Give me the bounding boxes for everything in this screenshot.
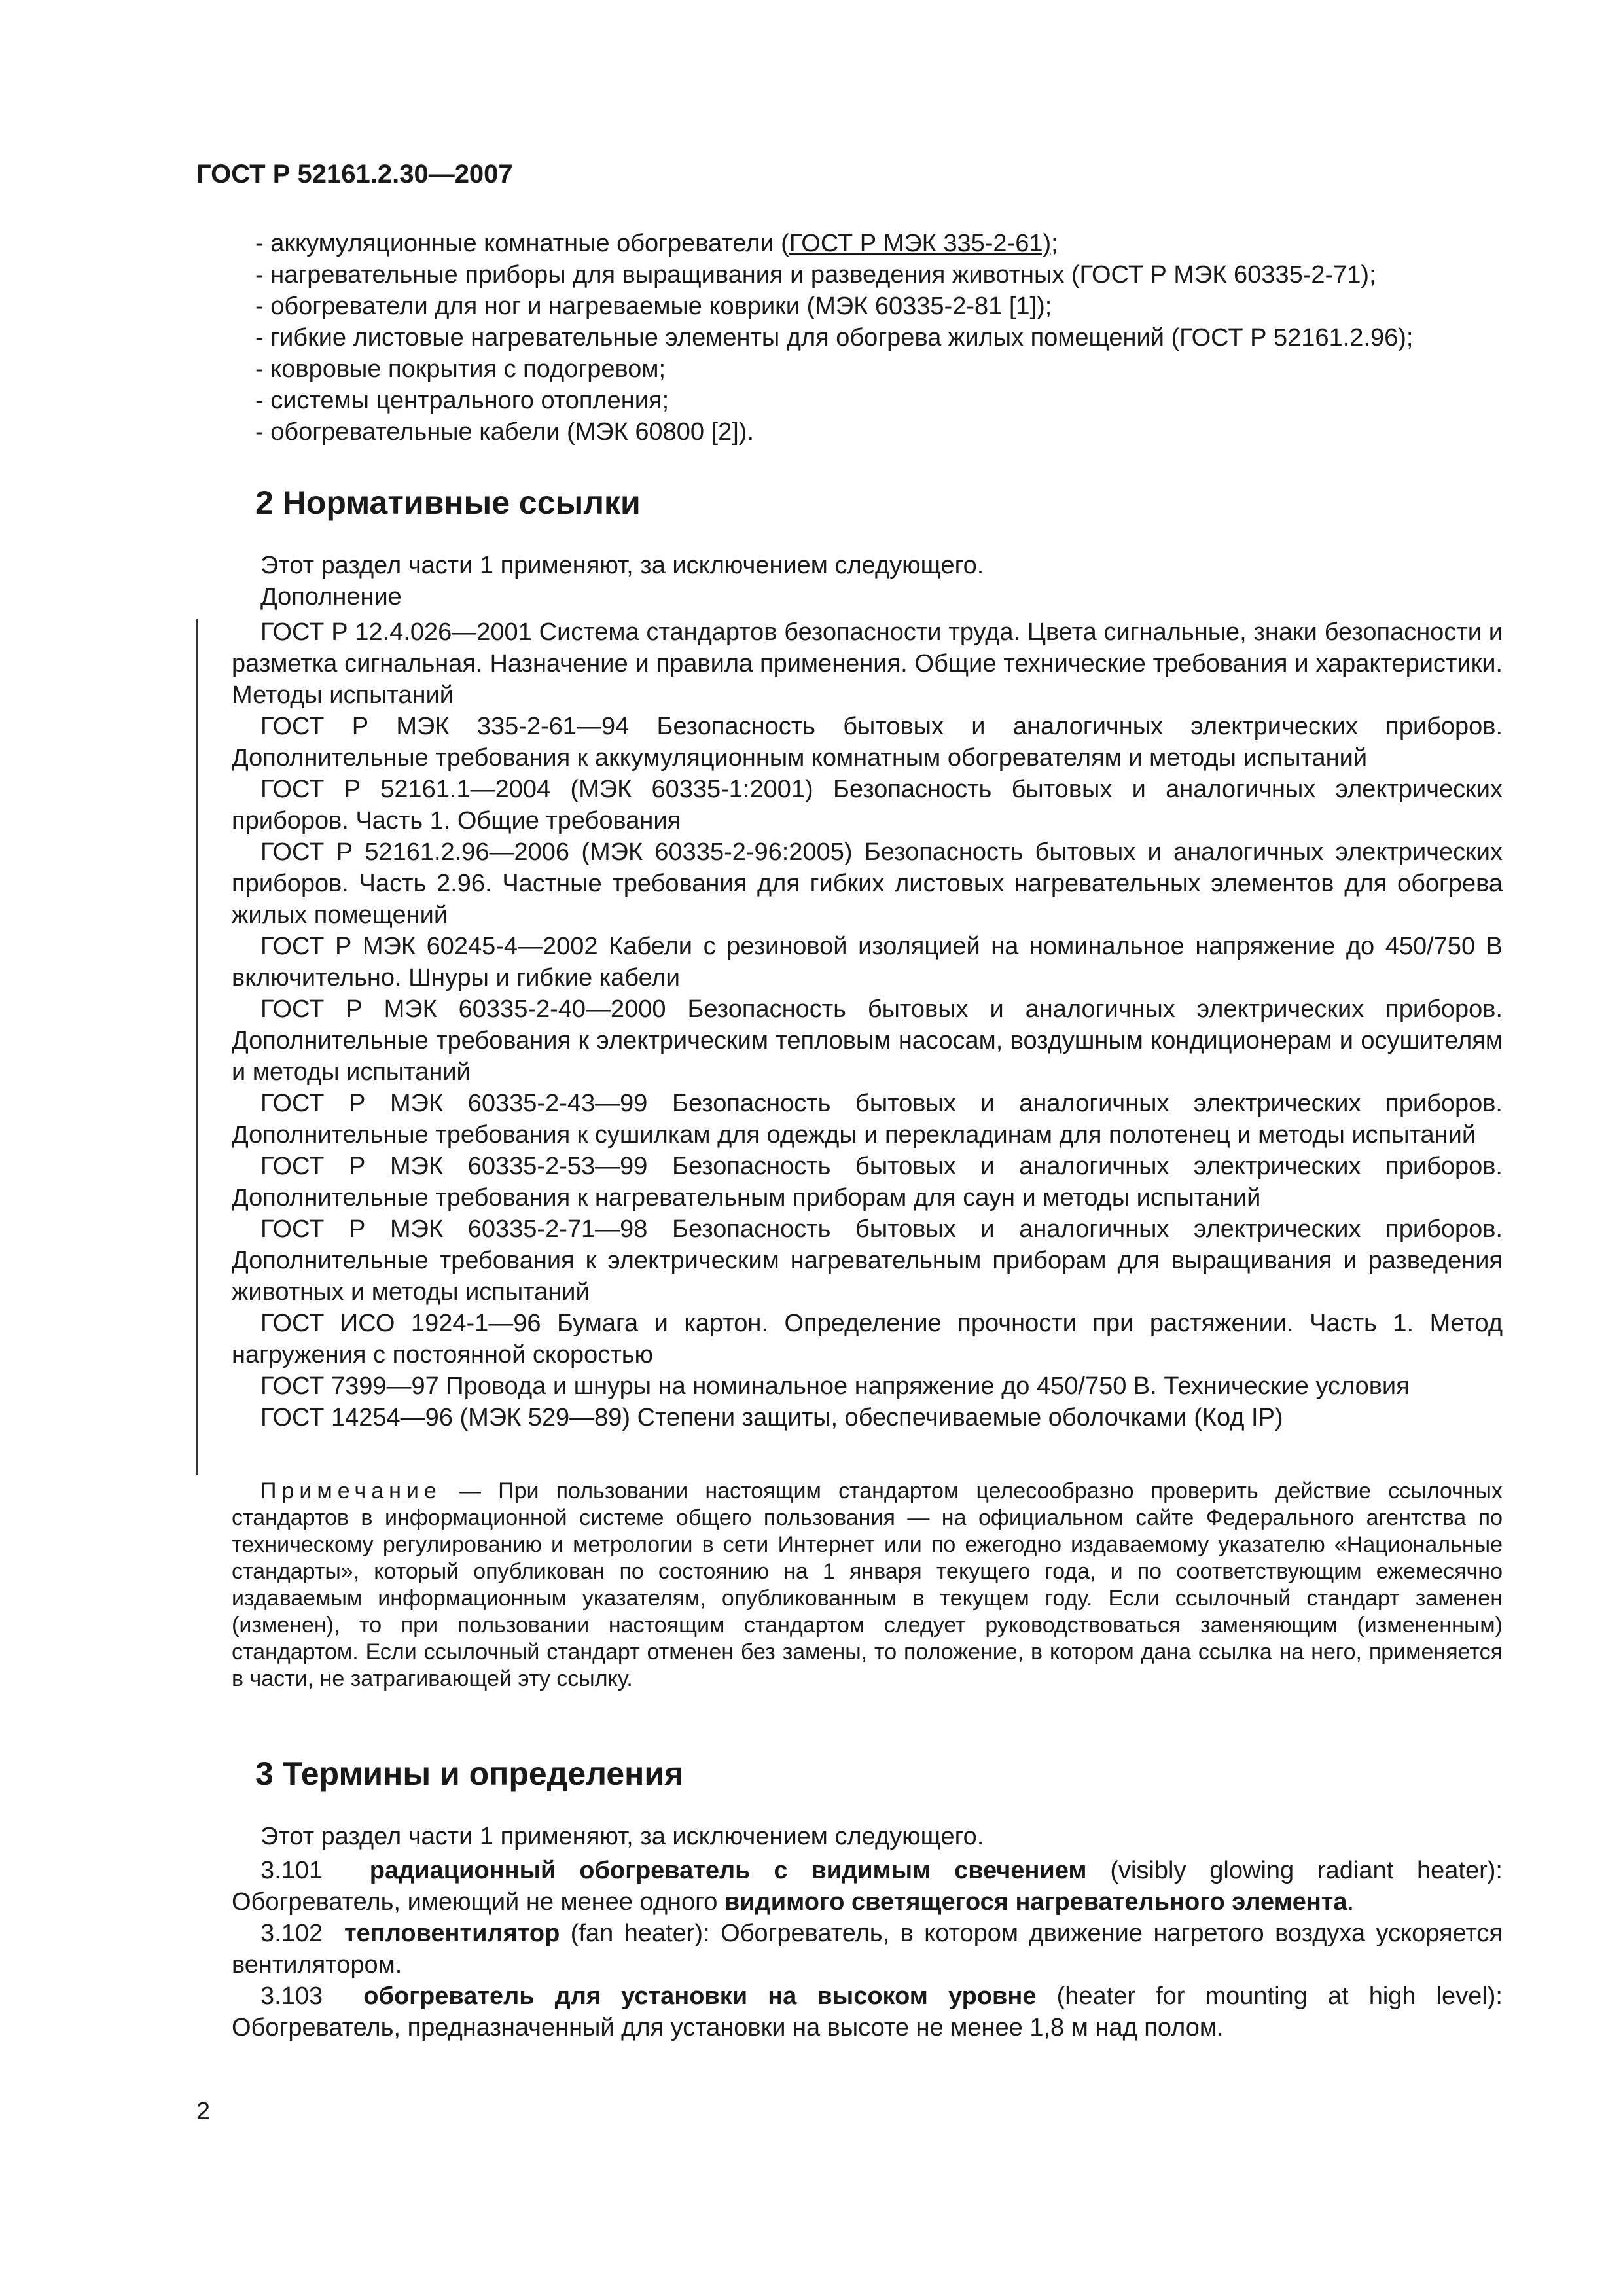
note-paragraph (232, 1478, 1503, 1693)
term-definition: (heater for mounting at high level): Обогреватель, предназначенный для установки на высоте не менее 1,8 м над полом. (232, 1982, 1503, 2041)
list-item (255, 259, 1499, 291)
reference-entry: ГОСТ Р МЭК 60335-2-53—99 Безопасность бытовых и аналогичных электрических приборов. Дополнительные требования к нагревательным приборам для саун и методы испытаний (232, 1153, 1503, 1211)
list-item (255, 228, 1499, 259)
term-entry (232, 1918, 1503, 1981)
term-definition: (fan heater): Обогреватель, в котором движение нагретого воздуха ускоряется вентилятором. (232, 1920, 1503, 1979)
section-2-intro: Этот раздел части 1 применяют, за исключением следующего. (260, 552, 984, 579)
term-entry (232, 1981, 1503, 2043)
note-label: Примечание (260, 1479, 442, 1503)
list-item-text: - аккумуляционные комнатные обогреватели ( (255, 230, 789, 257)
list-item-text: - ковровые покрытия с подогревом; (255, 355, 666, 383)
change-bar (196, 619, 198, 1475)
term-name: радиационный обогреватель с видимым свечением (369, 1857, 1087, 1884)
reference-entry: ГОСТ Р 52161.1—2004 (МЭК 60335-1:2001) Безопасность бытовых и аналогичных электрических приборов. Часть 1. Общие требования (232, 776, 1503, 834)
note-text: — При пользовании настоящим стандартом целесообразно проверить действие ссылочных стандартов в информационной системе общего пользования — на официальном сайте Федерального агентства по техническому регулированию и метрологии в сети Интернет или по ежегодно издаваемому указателю «Национальные стандарты», который опубликован по состоянию на 1 января текущего года, и по соответствующим ежемесячно издаваемым информационным указателям, опубликованным в текущем году. Если ссылочный стандарт заменен (изменен), то при пользовании настоящим стандартом следует руководствоваться заменяющим (измененным) стандартом. Если ссылочный стандарт отменен без замены, то положение, в котором дана ссылка на него, применяется в части, не затрагивающей эту ссылку. (232, 1479, 1503, 1691)
reference-entry: ГОСТ Р 52161.2.96—2006 (МЭК 60335-2-96:2005) Безопасность бытовых и аналогичных электрических приборов. Часть 2.96. Частные требования для гибких листовых нагревательных элементов для обогрева жилых помещений (232, 838, 1503, 929)
document-id-header: ГОСТ Р 52161.2.30—2007 (196, 160, 513, 188)
list-item (255, 291, 1499, 322)
reference-link[interactable]: ГОСТ Р МЭК 335-2-61); (789, 230, 1058, 257)
term-number: 3.103 (260, 1982, 323, 2010)
reference-entry: ГОСТ Р МЭК 60335-2-71—98 Безопасность бытовых и аналогичных электрических приборов. Дополнительные требования к электрическим нагревательным приборам для выращивания и разведения животных и методы испытаний (232, 1215, 1503, 1306)
reference-entry: ГОСТ 7399—97 Провода и шнуры на номинальное напряжение до 450/750 В. Технические условия (260, 1372, 1410, 1400)
section-3-intro: Этот раздел части 1 применяют, за исключением следующего. (260, 1823, 984, 1850)
list-item-text: - обогреватели для ног и нагреваемые коврики (МЭК 60335-2-81 [1]); (255, 293, 1052, 320)
term-entry (232, 1855, 1503, 1918)
normative-references-list (232, 617, 1503, 1433)
list-item-text: - нагревательные приборы для выращивания и разведения животных (ГОСТ Р МЭК 60335-2-71); (255, 261, 1376, 289)
list-item-text: - системы центрального отопления; (255, 387, 669, 414)
list-item (255, 385, 1499, 416)
reference-entry: ГОСТ Р МЭК 60335-2-40—2000 Безопасность бытовых и аналогичных электрических приборов. Дополнительные требования к электрическим тепловым насосам, воздушным кондиционерам и осушителям и методы испытаний (232, 996, 1503, 1086)
list-item (255, 353, 1499, 385)
scope-exclusions-list (255, 228, 1499, 448)
addition-label: Дополнение (260, 583, 402, 611)
term-definition: (visibly glowing radiant heater): Обогреватель, имеющий не менее одного (232, 1857, 1503, 1916)
term-number: 3.102 (260, 1920, 323, 1947)
list-item-text: - гибкие листовые нагревательные элементы для обогрева жилых помещений (ГОСТ Р 52161.2.96); (255, 324, 1414, 351)
list-item (255, 322, 1499, 353)
reference-entry: ГОСТ 14254—96 (МЭК 529—89) Степени защиты, обеспечиваемые оболочками (Код IP) (260, 1404, 1283, 1431)
page-number: 2 (196, 2098, 211, 2125)
term-emphasis: видимого светящегося нагревательного элемента (724, 1888, 1347, 1916)
term-number: 3.101 (260, 1857, 323, 1884)
term-name: тепловентилятор (344, 1920, 560, 1947)
term-tail: . (1347, 1888, 1355, 1916)
term-name: обогреватель для установки на высоком уровне (363, 1982, 1037, 2010)
reference-entry: ГОСТ Р 12.4.026—2001 Система стандартов безопасности труда. Цвета сигнальные, знаки безопасности и разметка сигнальная. Назначение и правила применения. Общие технические требования и характеристики. Методы испытаний (232, 619, 1503, 709)
section-2-heading: 2 Нормативные ссылки (255, 484, 641, 521)
terms-list (232, 1855, 1503, 2043)
section-3-heading: 3 Термины и определения (255, 1755, 684, 1792)
reference-entry: ГОСТ Р МЭК 60335-2-43—99 Безопасность бытовых и аналогичных электрических приборов. Дополнительные требования к сушилкам для одежды и перекладинам для полотенец и методы испытаний (232, 1090, 1503, 1149)
reference-entry: ГОСТ Р МЭК 335-2-61—94 Безопасность бытовых и аналогичных электрических приборов. Дополнительные требования к аккумуляционным комнатным обогревателям и методы испытаний (232, 713, 1503, 772)
reference-entry: ГОСТ Р МЭК 60245-4—2002 Кабели с резиновой изоляцией на номинальное напряжение до 450/750 В включительно. Шнуры и гибкие кабели (232, 933, 1503, 992)
list-item (255, 416, 1499, 448)
reference-entry: ГОСТ ИСО 1924-1—96 Бумага и картон. Определение прочности при растяжении. Часть 1. Метод нагружения с постоянной скоростью (232, 1310, 1503, 1369)
list-item-text: - обогревательные кабели (МЭК 60800 [2]). (255, 418, 755, 446)
